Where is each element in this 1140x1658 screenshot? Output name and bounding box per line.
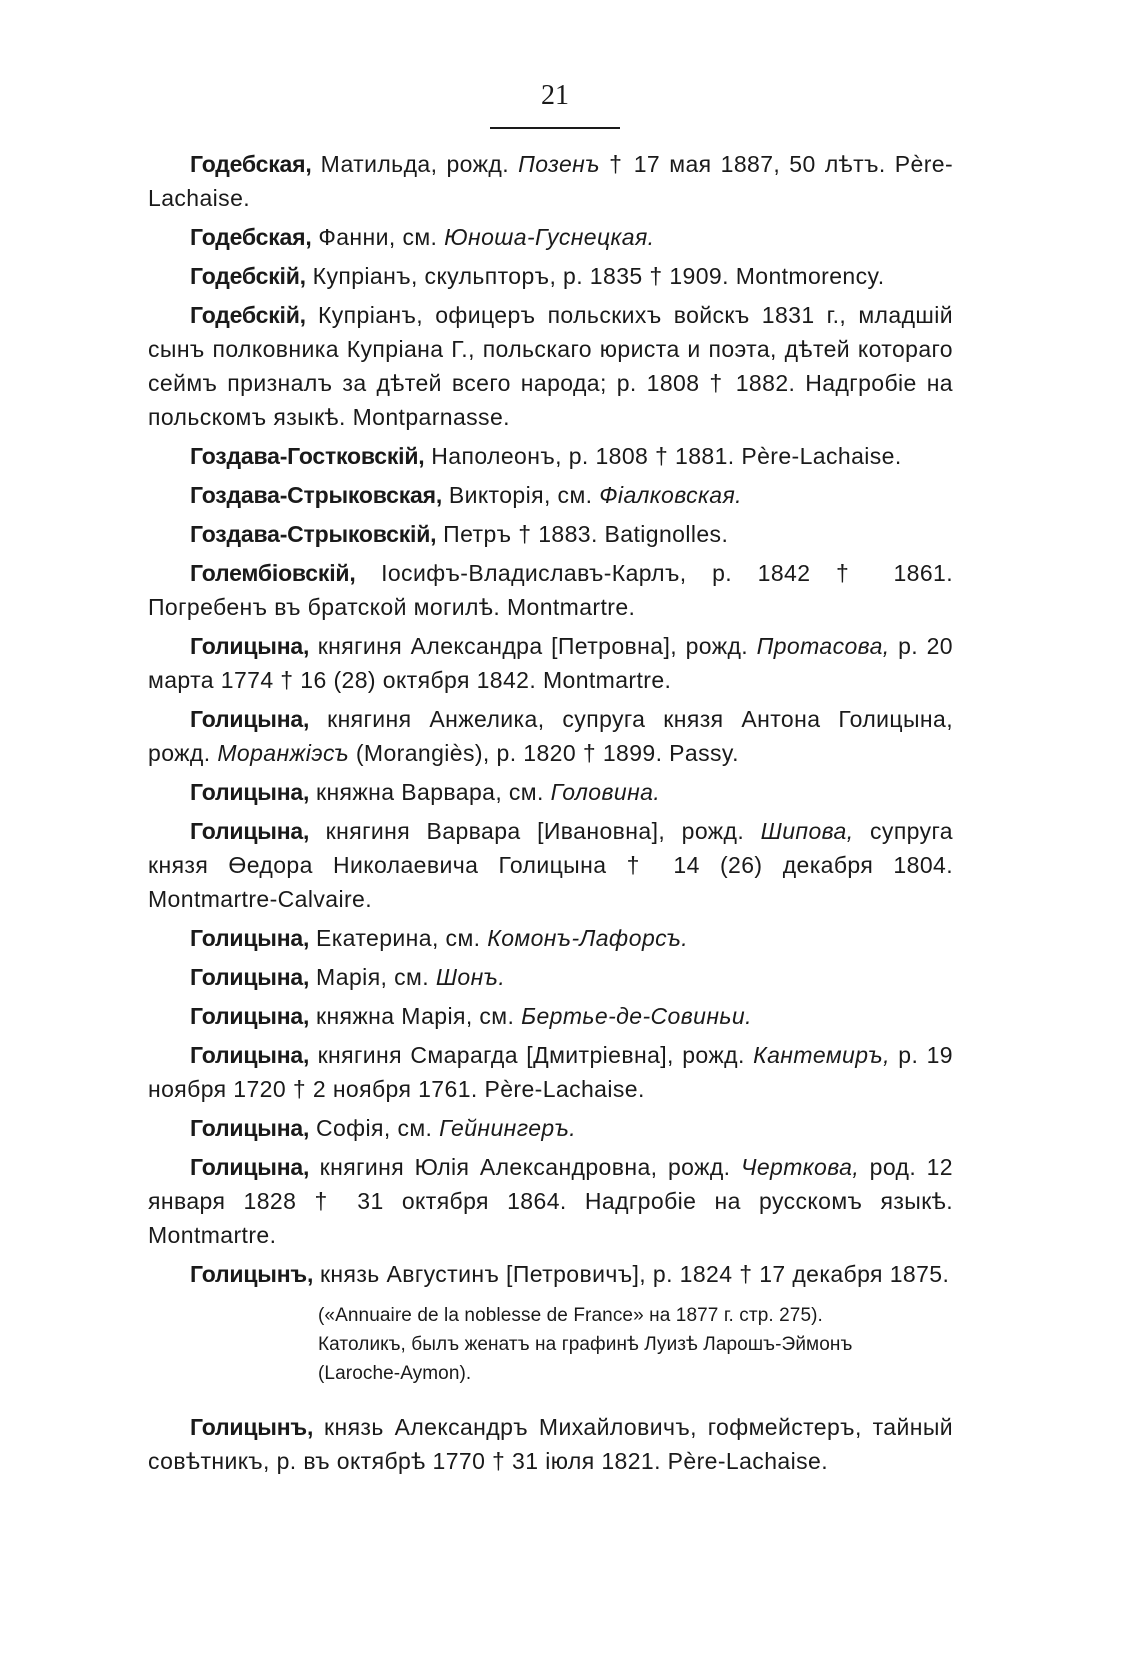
entry: Голицына, княгиня Варвара [Ивановна], рожд. Шипова, супруга князя Өедора Николаевича Голицына † 14 (26) декабря 1804. Montmartre-Calvaire.	[148, 818, 953, 912]
entry-surname: Голицына,	[190, 1042, 310, 1068]
entry-surname: Гоздава-Стрыковскій,	[190, 521, 437, 547]
entry: Голицына, княгиня Юлія Александровна, рожд. Черткова, род. 12 января 1828 † 31 октября 1864. Надгробіе на русскомъ языкѣ. Montmartre.	[148, 1154, 954, 1248]
entry: Гоздава-Гостковскій, Наполеонъ, р. 1808 † 1881. Père-Lachaise.	[190, 443, 902, 469]
entry: Голицына, Екатерина, см. Комонъ-Лафорсъ.	[190, 925, 689, 951]
footnote	[318, 1301, 958, 1388]
entry-surname: Гоздава-Стрыковская,	[190, 482, 443, 508]
entry-surname: Голицына,	[190, 1154, 310, 1180]
footnote-line: Католикъ, былъ женатъ на графинѣ Луизѣ Ларошъ-Эймонъ	[318, 1334, 853, 1355]
entry: Голицына, княгиня Смарагда [Дмитріевна], рожд. Кантемиръ, р. 19 ноября 1720 † 2 ноября 1761. Père-Lachaise.	[148, 1042, 953, 1102]
entry-surname: Гоздава-Гостковскій,	[190, 443, 425, 469]
entry-surname: Голицына,	[190, 925, 310, 951]
entry: Годебская, Матильда, рожд. Позенъ † 17 мая 1887, 50 лѣтъ. Père-Lachaise.	[148, 151, 954, 211]
entry-surname: Голицына,	[190, 818, 310, 844]
page-number-rule	[490, 127, 620, 129]
entry-surname: Голицынъ,	[190, 1261, 314, 1287]
entry: Гоздава-Стрыковская, Викторія, см. Фіалковская.	[190, 482, 742, 508]
entry: Голицына, княжна Марія, см. Бертье-де-Совиньи.	[190, 1003, 752, 1029]
entry: Голицынъ, князь Александръ Михайловичъ, гофмейстеръ, тайный совѣтникъ, р. въ октябрѣ 1770 † 31 іюля 1821. Père-Lachaise.	[148, 1414, 953, 1474]
entry-surname: Голицынъ,	[190, 1414, 314, 1440]
footnote-line: («Annuaire de la noblesse de France» на 1877 г. стр. 275).	[318, 1305, 823, 1326]
entry: Голицына, княгиня Александра [Петровна], рожд. Протасова, р. 20 марта 1774 † 16 (28) октября 1842. Montmartre.	[148, 633, 953, 693]
entry: Годебскій, Купріанъ, скульпторъ, р. 1835 † 1909. Montmorency.	[190, 263, 885, 289]
entry: Голицына, княжна Варвара, см. Головина.	[190, 779, 661, 805]
entry-surname: Голицына,	[190, 706, 310, 732]
entry: Годебскій, Купріанъ, офицеръ польскихъ войскъ 1831 г., младшій сынъ полковника Купріана Г., польскаго юриста и поэта, дѣтей котораго сеймъ призналъ за дѣтей всего народа; р. 1808 † 1882. Надгробіе на польскомъ языкѣ. Montparnasse.	[148, 302, 953, 430]
entry-surname: Голембіовскій,	[190, 560, 356, 586]
entry-surname: Голицына,	[190, 633, 310, 659]
footnote-line: (Laroche-Aymon).	[318, 1363, 472, 1384]
entry: Голицына, Марія, см. Шонъ.	[190, 964, 506, 990]
entry-surname: Голицына,	[190, 964, 310, 990]
entry-surname: Годебскій,	[190, 302, 306, 328]
entry-surname: Голицына,	[190, 779, 310, 805]
entry-surname: Годебская,	[190, 224, 312, 250]
entry: Годебская, Фанни, см. Юноша-Гуснецкая.	[190, 224, 655, 250]
entry: Голицына, княгиня Анжелика, супруга князя Антона Голицына, рожд. Моранжіэсъ (Morangiès), р. 1820 † 1899. Passy.	[148, 706, 953, 766]
entry-surname: Голицына,	[190, 1003, 310, 1029]
entry: Голембіовскій, Іосифъ-Владиславъ-Карлъ, р. 1842 † 1861. Погребенъ въ братской могилѣ. Montmartre.	[148, 560, 953, 620]
page-number: 21	[541, 80, 569, 111]
entry: Гоздава-Стрыковскій, Петръ † 1883. Batignolles.	[190, 521, 729, 547]
entries-list	[148, 147, 953, 1483]
entry-surname: Голицына,	[190, 1115, 310, 1141]
entry-surname: Годебскій,	[190, 263, 306, 289]
entry: Голицынъ, князь Августинъ [Петровичъ], р. 1824 † 17 декабря 1875.	[190, 1261, 950, 1287]
entry: Голицына, Софія, см. Гейнингеръ.	[190, 1115, 577, 1141]
entry-surname: Годебская,	[190, 151, 312, 177]
